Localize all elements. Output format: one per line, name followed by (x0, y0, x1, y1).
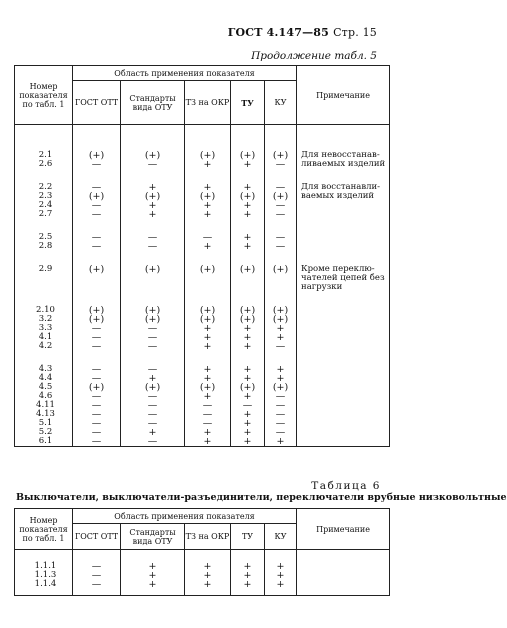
table5-sections-0-c5-line: — (275, 159, 286, 170)
table6-rows-nums-line: 1.1.3 (34, 570, 57, 580)
table5-sections-5-nums-line: 4.11 (36, 400, 55, 410)
table5-sections-1-c2-line: (+) (144, 191, 161, 202)
table5-sections-0-c2 (121, 125, 185, 170)
table5-sections-4-c2-line: — (147, 323, 158, 334)
col-header-ku: КУ (265, 81, 297, 125)
table5-sections-2-c4-line: + (243, 241, 252, 252)
table5-sections-4-note (297, 292, 390, 351)
table5-sections-1-c4-line: (+) (239, 191, 256, 202)
table5-sections-3-note-line: Кроме переклю- (301, 264, 375, 274)
t6-col-header-gost: ГОСТ ОТТ (73, 524, 121, 550)
table5-sections-5-c3-line: (+) (199, 382, 216, 393)
table5-sections-1-c5-line: — (275, 200, 286, 211)
table5-sections-1-c3-line: + (203, 209, 212, 220)
table5-sections-3-c2-line: (+) (144, 264, 161, 275)
table5-sections-1-nums (15, 169, 73, 219)
table5-sections-3-c1 (73, 251, 121, 292)
table6-rows-c1 (73, 550, 121, 596)
table5-sections-0-note-line: ливаемых изделий (301, 159, 386, 169)
table5-sections-1-nums-line: 2.3 (38, 191, 53, 201)
table5-sections-5-note (297, 351, 390, 447)
col-header-note: Примечание (297, 66, 390, 125)
table5-sections-4-c2-line: — (147, 332, 158, 343)
table5-sections-1-note-line: ваемых изделий (301, 191, 375, 201)
table5-sections-5-c4-line: + (243, 409, 252, 420)
table5-sections-1-nums-line: 2.4 (38, 200, 53, 210)
table5-sections-5-c2-line: — (147, 391, 158, 402)
table-6 (14, 508, 390, 596)
table5-sections-5-c5-line: + (276, 373, 285, 384)
table5-sections-3-note-line: чателей цепей без (301, 273, 385, 283)
table5-sections-0-c4-line: (+) (239, 150, 256, 161)
col-header-tz: ТЗ на ОКР (185, 81, 231, 125)
table5-sections-3-c5-line: (+) (272, 264, 289, 275)
table5-sections-2-note (297, 219, 390, 251)
table5-sections-5-nums (15, 351, 73, 447)
table5-sections-1-c1 (73, 169, 121, 219)
table5-sections-2-c3-line: + (203, 241, 212, 252)
table5-sections-4-c5-line: (+) (272, 314, 289, 325)
table5-sections-5-c1-line: — (91, 391, 102, 402)
table5-sections-5-c2 (121, 351, 185, 447)
table5-sections-0-c3-line: + (203, 159, 212, 170)
table5-sections-3-c3-line: (+) (199, 264, 216, 275)
table-row (15, 292, 390, 351)
table5-sections-5-c3-line: — (202, 409, 213, 420)
table5-sections-4-nums-line: 4.1 (38, 332, 53, 342)
table5-sections-0-nums-line: 2.6 (38, 159, 53, 169)
table5-sections-3-nums-line: 2.9 (38, 264, 53, 274)
table5-sections-4-c3-line: (+) (199, 305, 216, 316)
table5-sections-4-c2-line: — (147, 341, 158, 352)
table5-sections-4-c1 (73, 292, 121, 351)
table5-sections-3-c4 (231, 251, 265, 292)
table5-sections-0-c3-line: (+) (199, 150, 216, 161)
table5-sections-4-nums (15, 292, 73, 351)
table5-sections-2-c5 (265, 219, 297, 251)
table5-sections-4-c4-line: + (243, 341, 252, 352)
table5-sections-5-c1-line: — (91, 364, 102, 375)
table5-sections-0-c1-line: (+) (88, 150, 105, 161)
table5-sections-4-c1-line: — (91, 323, 102, 334)
table5-sections-2-c2 (121, 219, 185, 251)
table5-sections-5-c5-line: — (275, 427, 286, 438)
table5-sections-5-c3-line: — (202, 400, 213, 411)
doc-code: ГОСТ 4.147—85 (227, 26, 330, 39)
table6-rows-c3-line: + (203, 570, 212, 581)
table5-sections-1-nums-line: 2.2 (38, 182, 53, 192)
table5-sections-4-c5-line: + (276, 323, 285, 334)
table5-sections-4-c3-line: + (203, 341, 212, 352)
table5-sections-5-c5-line: + (276, 364, 285, 375)
table5-sections-5-c1-line: (+) (88, 382, 105, 393)
table5-sections-1-c1-line: (+) (88, 191, 105, 202)
table5-sections-0-c1-line: — (91, 159, 102, 170)
table6-rows-c1-line: — (91, 561, 102, 572)
table6-rows-c1-line: — (91, 579, 102, 590)
table5-sections-4-c2-line: (+) (144, 314, 161, 325)
table5-sections-4-c3-line: + (203, 323, 212, 334)
table6-rows-c5-line: + (276, 561, 285, 572)
table5-sections-2-c5-line: — (275, 241, 286, 252)
page-header (228, 26, 377, 39)
table6-rows-nums (15, 550, 73, 596)
table5-sections-4-c2-line: (+) (144, 305, 161, 316)
table5-sections-4-c3-line: + (203, 332, 212, 343)
table5-sections-5-c1-line: — (91, 418, 102, 429)
table-row (15, 550, 390, 596)
table-row (15, 169, 390, 219)
table5-sections-0-c5 (265, 125, 297, 170)
table5-sections-1-c5-line: (+) (272, 191, 289, 202)
table5-sections-2-c1-line: — (91, 241, 102, 252)
table5-sections-0-note (297, 125, 390, 170)
table5-sections-0-c4 (231, 125, 265, 170)
table6-rows-c5-line: + (276, 570, 285, 581)
table5-sections-0-c2-line: — (147, 159, 158, 170)
table5-sections-4-c4-line: + (243, 332, 252, 343)
table5-sections-5-c4-line: + (243, 391, 252, 402)
table5-sections-5-c1-line: — (91, 436, 102, 447)
table5-sections-2-c3 (185, 219, 231, 251)
table5-sections-3-note-line: нагрузки (301, 282, 343, 292)
table5-sections-1-c5-line: — (275, 182, 286, 193)
table5-sections-1-c4-line: + (243, 182, 252, 193)
table5-sections-4-c5 (265, 292, 297, 351)
table5-sections-5-c3-line: — (202, 418, 213, 429)
table5-sections-5-c2-line: (+) (144, 382, 161, 393)
col-header-gost: ГОСТ ОТТ (73, 81, 121, 125)
table6-rows-c2 (121, 550, 185, 596)
table-row (15, 251, 390, 292)
table5-sections-5-c1 (73, 351, 121, 447)
t6-col-header-otu: Стандарты вида ОТУ (121, 524, 185, 550)
table5-sections-4-c3-line: (+) (199, 314, 216, 325)
table5-sections-4-c2 (121, 292, 185, 351)
table5-sections-5-c5-line: — (275, 391, 286, 402)
table5-sections-4-c5-line: — (275, 341, 286, 352)
table5-sections-5-nums-line: 4.5 (38, 382, 53, 392)
table5-sections-5-c3-line: + (203, 373, 212, 384)
col-header-otu: Стандарты вида ОТУ (121, 81, 185, 125)
table6-rows-c1-line: — (91, 570, 102, 581)
table5-sections-1-c5 (265, 169, 297, 219)
t6-col-header-ku: КУ (265, 524, 297, 550)
table5-sections-4-c1-line: — (91, 332, 102, 343)
table5-sections-5-c2-line: — (147, 418, 158, 429)
table6-rows-c2-line: + (148, 561, 157, 572)
table5-sections-5-c2-line: — (147, 400, 158, 411)
table5-sections-0-c4-line: + (243, 159, 252, 170)
table5-sections-5-c5-line: — (275, 400, 286, 411)
t6-col-header-tz: ТЗ на ОКР (185, 524, 231, 550)
table5-sections-0-note-line: Для невосстанав- (301, 150, 380, 160)
table5-sections-5-c3-line: + (203, 391, 212, 402)
table5-sections-4-c5-line: (+) (272, 305, 289, 316)
table5-sections-4-c4-line: + (243, 323, 252, 334)
table5-sections-5-nums-line: 4.13 (36, 409, 55, 419)
table5-sections-1-nums-line: 2.7 (38, 209, 53, 219)
table5-sections-2-nums (15, 219, 73, 251)
table5-sections-3-c5 (265, 251, 297, 292)
table5-sections-1-c2-line: + (148, 209, 157, 220)
table5-sections-5-nums-line: 4.4 (38, 373, 53, 383)
table5-sections-4-c1-line: (+) (88, 305, 105, 316)
table6-rows-c4 (231, 550, 265, 596)
table5-sections-5-c3 (185, 351, 231, 447)
table6-rows-c3-line: + (203, 561, 212, 572)
table5-sections-5-c2-line: — (147, 364, 158, 375)
table6-rows-nums-line: 1.1.4 (34, 579, 57, 589)
table5-sections-5-c5-line: — (275, 409, 286, 420)
t6-col-header-tu: ТУ (231, 524, 265, 550)
table5-sections-5-c5-line: — (275, 418, 286, 429)
table5-sections-5-nums-line: 6.1 (38, 436, 53, 446)
table5-sections-1-c3-line: (+) (199, 191, 216, 202)
table5-sections-1-c2-line: + (148, 182, 157, 193)
table5-sections-2-c3-line: — (202, 232, 213, 243)
table5-sections-2-nums-line: 2.8 (38, 241, 53, 251)
table5-sections-5-c2-line: — (147, 436, 158, 447)
table5-sections-2-c2-line: — (147, 241, 158, 252)
table5-sections-4-c1-line: (+) (88, 314, 105, 325)
table5-sections-1-c2-line: + (148, 200, 157, 211)
table5-sections-3-c1-line: (+) (88, 264, 105, 275)
table5-sections-5-nums-line: 5.2 (38, 427, 53, 437)
table5-sections-4-c1-line: — (91, 341, 102, 352)
table6-rows-c5 (265, 550, 297, 596)
table5-sections-4-nums-line: 3.3 (38, 323, 53, 333)
table5-sections-5-c1-line: — (91, 373, 102, 384)
table5-sections-5-c1-line: — (91, 427, 102, 438)
table5-sections-2-nums-line: 2.5 (38, 232, 53, 242)
table6-rows-c2-line: + (148, 570, 157, 581)
table5-sections-5-c5-line: (+) (272, 382, 289, 393)
table5-sections-1-c3-line: + (203, 200, 212, 211)
table-row (15, 125, 390, 170)
table5-sections-1-note-line: Для восстанавли- (301, 182, 381, 192)
table5-sections-1-note (297, 169, 390, 219)
table5-sections-5-c1-line: — (91, 400, 102, 411)
table6-rows-c2-line: + (148, 579, 157, 590)
table5-sections-5-c2-line: + (148, 427, 157, 438)
table5-sections-5-c4-line: — (242, 400, 253, 411)
page-number: Стр. 15 (333, 26, 377, 39)
table5-sections-2-c2-line: — (147, 232, 158, 243)
table5-sections-5-c3-line: + (203, 364, 212, 375)
t6-col-header-num: Номер показателя по табл. 1 (15, 509, 73, 550)
table5-sections-5-c2-line: + (148, 373, 157, 384)
table5-sections-1-c2 (121, 169, 185, 219)
table5-sections-5-c4-line: + (243, 436, 252, 447)
table5-sections-1-c3 (185, 169, 231, 219)
table-5 (14, 65, 390, 447)
table5-sections-5-c4-line: + (243, 373, 252, 384)
table5-sections-0-nums (15, 125, 73, 170)
table5-sections-4-c4-line: (+) (239, 314, 256, 325)
table5-sections-1-c1-line: — (91, 200, 102, 211)
table5-sections-1-c4-line: + (243, 200, 252, 211)
t6-col-header-note: Примечание (297, 509, 390, 550)
table6-rows-c5-line: + (276, 579, 285, 590)
table5-sections-4-c3 (185, 292, 231, 351)
table6-rows-c4-line: + (243, 579, 252, 590)
table5-sections-0-c1 (73, 125, 121, 170)
table5-sections-2-c1 (73, 219, 121, 251)
table5-sections-5-c2-line: — (147, 409, 158, 420)
table5-sections-0-c5-line: (+) (272, 150, 289, 161)
table5-sections-1-c1-line: — (91, 209, 102, 220)
table5-sections-5-c5 (265, 351, 297, 447)
table-6-caption: Таблица 6 (311, 480, 381, 492)
table-row (15, 351, 390, 447)
table5-sections-5-c4-line: (+) (239, 382, 256, 393)
table6-rows-c4-line: + (243, 570, 252, 581)
table5-sections-5-c4-line: + (243, 427, 252, 438)
table6-rows-note (297, 550, 390, 596)
col-header-group: Область применения показателя (73, 66, 297, 81)
table5-sections-4-nums-line: 3.2 (38, 314, 53, 324)
table6-rows-c3-line: + (203, 579, 212, 590)
table5-sections-5-c4-line: + (243, 364, 252, 375)
table5-sections-0-c2-line: (+) (144, 150, 161, 161)
table-row (15, 219, 390, 251)
table5-sections-0-c3 (185, 125, 231, 170)
table5-sections-5-c1-line: — (91, 409, 102, 420)
table5-sections-3-c4-line: (+) (239, 264, 256, 275)
t6-col-header-group: Область применения показателя (73, 509, 297, 524)
table5-sections-1-c4-line: + (243, 209, 252, 220)
table5-sections-2-c5-line: — (275, 232, 286, 243)
table5-sections-2-c4 (231, 219, 265, 251)
table5-sections-4-c5-line: + (276, 332, 285, 343)
col-header-tu: ТУ (231, 81, 265, 125)
table5-sections-4-nums-line: 2.10 (36, 305, 55, 315)
table5-sections-5-c4 (231, 351, 265, 447)
table5-sections-3-note (297, 251, 390, 292)
table5-sections-3-c3 (185, 251, 231, 292)
table5-sections-5-c5-line: + (276, 436, 285, 447)
table5-sections-0-nums-line: 2.1 (38, 150, 53, 160)
table5-sections-5-c3-line: + (203, 436, 212, 447)
table5-sections-5-nums-line: 5.1 (38, 418, 53, 428)
table5-sections-4-c4 (231, 292, 265, 351)
table-6-title: Выключатели, выключатели-разъединители, переключатели врубные низковольтные (16, 492, 507, 503)
table5-sections-1-c3-line: + (203, 182, 212, 193)
table5-sections-4-nums-line: 4.2 (38, 341, 53, 351)
table5-sections-5-nums-line: 4.3 (38, 364, 53, 374)
table5-sections-1-c5-line: — (275, 209, 286, 220)
table5-sections-1-c1-line: — (91, 182, 102, 193)
table5-sections-1-c4 (231, 169, 265, 219)
table5-sections-5-c3-line: + (203, 427, 212, 438)
table5-sections-2-c4-line: + (243, 232, 252, 243)
table6-rows-c3 (185, 550, 231, 596)
table5-sections-3-nums (15, 251, 73, 292)
table5-sections-3-c2 (121, 251, 185, 292)
table6-rows-nums-line: 1.1.1 (34, 561, 57, 571)
table6-rows-c4-line: + (243, 561, 252, 572)
table5-sections-5-nums-line: 4.6 (38, 391, 53, 401)
table5-sections-4-c4-line: (+) (239, 305, 256, 316)
col-header-num: Номер показателя по табл. 1 (15, 66, 73, 125)
table-continuation-label: Продолжение табл. 5 (251, 50, 377, 62)
table5-sections-2-c1-line: — (91, 232, 102, 243)
table5-sections-5-c4-line: + (243, 418, 252, 429)
